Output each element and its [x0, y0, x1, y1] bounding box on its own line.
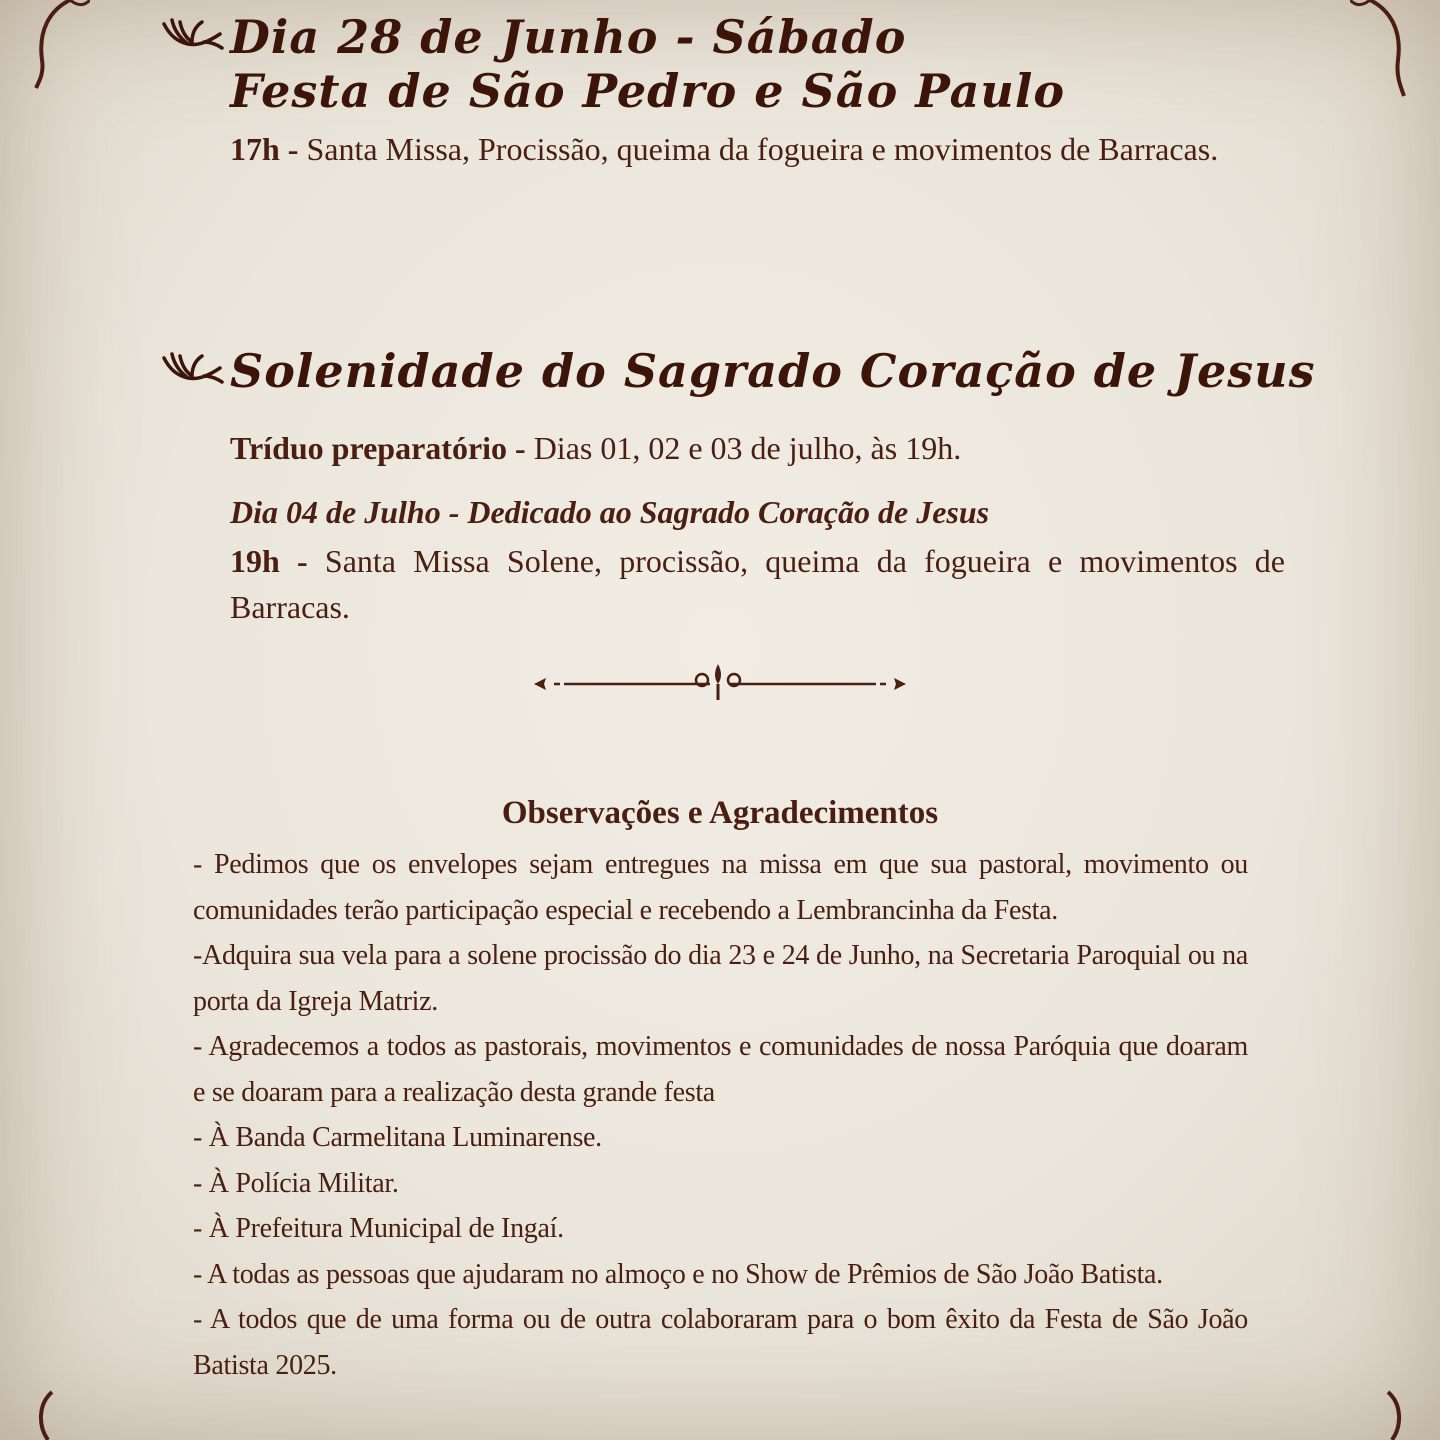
triduo-label: Tríduo preparatório -	[230, 430, 526, 466]
observation-item: - À Prefeitura Municipal de Ingaí.	[193, 1213, 564, 1244]
fleur-ornament-icon	[160, 346, 224, 388]
observation-item: - A todos que de uma forma ou de outra colaboraram para o bom êxito da Festa de São João Batista 2025.	[193, 1304, 1248, 1381]
corner-flourish-top-left-icon	[30, 0, 90, 90]
corner-flourish-top-right-icon	[1350, 0, 1410, 100]
section2-schedule	[230, 538, 1285, 630]
section2-time: 19h -	[230, 543, 308, 579]
section2-heading: Solenidade do Sagrado Coração de Jesus	[230, 344, 1316, 398]
section1-schedule	[230, 126, 1285, 172]
corner-flourish-bottom-right-icon	[1378, 1390, 1408, 1440]
observation-item: - Agradecemos a todos as pastorais, movimentos e comunidades de nossa Paróquia que doaram e se doaram para a realização desta grande festa	[193, 1031, 1248, 1108]
observations-list	[193, 842, 1248, 1388]
observations-title: Observações e Agradecimentos	[501, 795, 939, 831]
section1-heading	[160, 12, 906, 64]
triduo-text: Dias 01, 02 e 03 de julho, às 19h.	[525, 430, 962, 466]
section2-text: Santa Missa Solene, procissão, queima da fogueira e movimentos de Barracas.	[230, 543, 1286, 625]
observation-item: - A todas as pessoas que ajudaram no almoço e no Show de Prêmios de São João Batista.	[193, 1258, 1163, 1290]
section1-heading-line1: Dia 28 de Junho - Sábado	[230, 10, 907, 64]
section1-text: Santa Missa, Procissão, queima da fogueira e movimentos de Barracas.	[298, 131, 1219, 167]
observation-item: - Pedimos que os envelopes sejam entregues na missa em que sua pastoral, movimento ou comunidades terão participação especial e recebendo a Lembrancinha da Festa.	[193, 849, 1248, 926]
observation-item: -Adquira sua vela para a solene procissão do dia 23 e 24 de Junho, na Secretaria Paroquial ou na porta da Igreja Matriz.	[193, 940, 1248, 1017]
fleur-ornament-icon	[160, 12, 224, 54]
section2-heading-row	[160, 346, 1316, 398]
triduo-line	[230, 425, 1285, 471]
section1-heading-line2: Festa de São Pedro e São Paulo	[230, 64, 1066, 118]
ornamental-divider-icon	[530, 660, 910, 709]
section1-time: 17h -	[230, 131, 299, 167]
corner-flourish-bottom-left-icon	[32, 1390, 62, 1440]
observation-item: - À Polícia Militar.	[193, 1167, 399, 1199]
observation-item: - À Banda Carmelitana Luminarense.	[193, 1122, 602, 1153]
section2-day-title: Dia 04 de Julho - Dedicado ao Sagrado Coração de Jesus	[230, 494, 990, 530]
